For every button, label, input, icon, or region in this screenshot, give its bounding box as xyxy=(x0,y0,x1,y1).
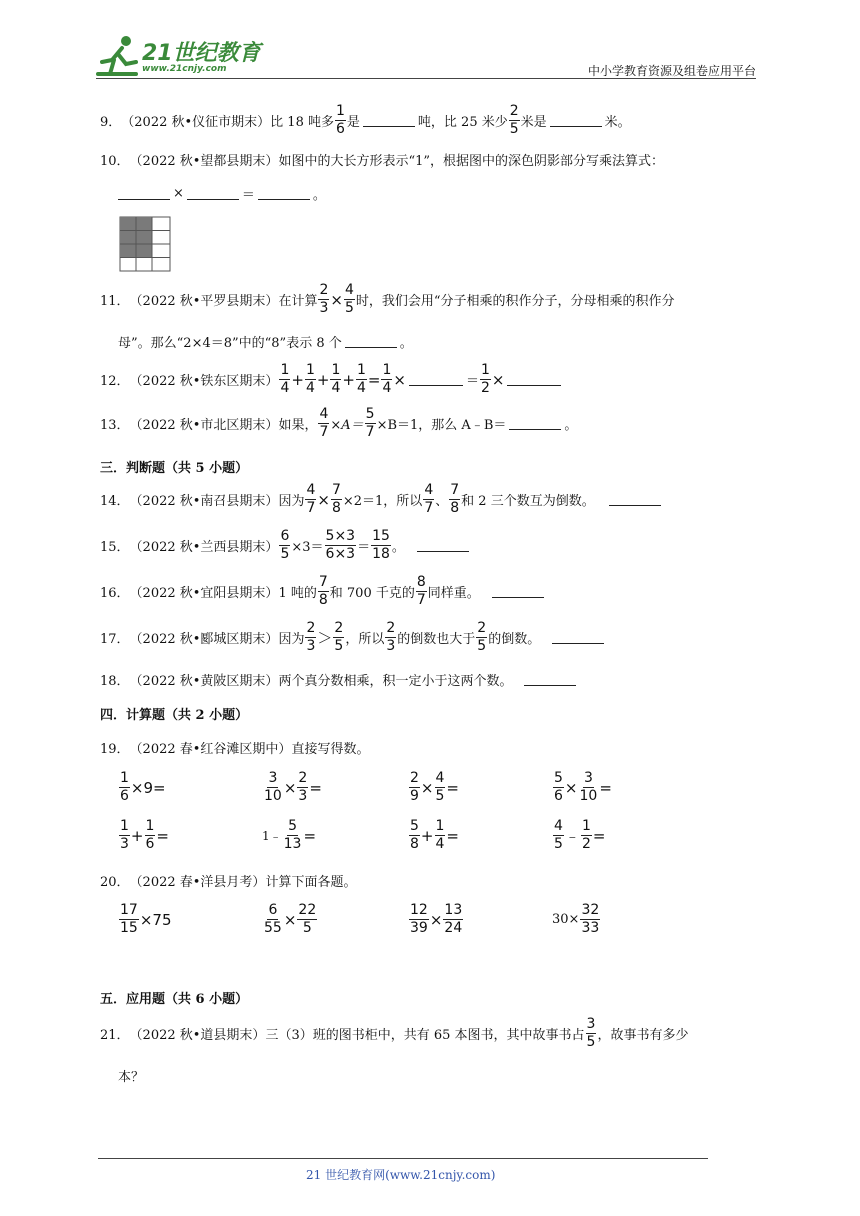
math-text: + xyxy=(420,826,434,845)
answer-blank[interactable] xyxy=(363,114,415,127)
fraction xyxy=(356,362,367,397)
numerator: 1 xyxy=(382,362,392,378)
numerator: 7 xyxy=(450,482,460,498)
question-15: 15． （2022 秋•兰西县期末） $\frac{6}{5}$ ×3＝ $\frac{5\times 3}{6\times 3}$ ＝ $\frac{15}{18}$ 。 xyxy=(100,528,472,563)
math-text: 9 xyxy=(143,778,154,797)
numerator: 4 xyxy=(424,482,434,498)
answer-blank[interactable] xyxy=(552,631,604,644)
denominator: 4 xyxy=(382,380,392,396)
math-text: = xyxy=(599,778,612,797)
fraction xyxy=(305,482,316,517)
fraction xyxy=(586,1016,597,1051)
fraction xyxy=(476,620,487,655)
fraction xyxy=(365,406,376,441)
denominator: 7 xyxy=(306,500,316,516)
math-text xyxy=(581,818,592,853)
numerator: 4 xyxy=(554,818,563,834)
numerator: 2 xyxy=(410,770,419,786)
question-16: 16． （2022 秋•宜阳县期末） 1 吨的 $\frac{7}{8}$ 和 700 千克的 $\frac{8}{7}$ 同样重。 xyxy=(100,574,547,609)
answer-blank[interactable] xyxy=(509,417,561,430)
numerator: 4 xyxy=(306,482,316,498)
fraction xyxy=(318,574,329,609)
footer-divider xyxy=(98,1158,708,1159)
question-17: 17． （2022 秋•郾城区期末） 因为 $\frac{2}{3}$ ＞ $\frac{2}{5}$ ，所以 $\frac{2}{3}$ 的倒数也大于 $\frac{2}{5}$ 的倒数。 xyxy=(100,620,607,655)
denominator: 6 xyxy=(335,121,345,137)
question-10-answer: × ＝ 。 xyxy=(118,184,326,203)
answer-blank[interactable] xyxy=(187,187,239,200)
numerator: 2 xyxy=(509,103,519,119)
numerator: 1 xyxy=(581,818,591,834)
shaded-rectangle-diagram xyxy=(119,216,171,272)
numerator: 7 xyxy=(318,574,328,590)
math-text: = xyxy=(153,778,166,797)
math-text xyxy=(553,818,564,853)
logo-text: 21世纪教育 xyxy=(142,41,261,66)
numerator: 1 xyxy=(480,362,490,378)
denominator: 5 xyxy=(302,920,312,936)
denominator: 6 xyxy=(120,788,129,804)
runner-logo-icon xyxy=(96,34,142,78)
fraction xyxy=(318,406,329,441)
math-text: × xyxy=(564,778,578,797)
math-text xyxy=(119,818,130,853)
denominator: 10 xyxy=(264,788,282,804)
math-text xyxy=(579,770,599,805)
denominator: 5 xyxy=(435,788,445,804)
fraction xyxy=(279,362,290,397)
answer-blank[interactable] xyxy=(550,114,602,127)
fraction xyxy=(385,620,396,655)
calc-item xyxy=(118,818,169,853)
math-text: × xyxy=(139,910,153,929)
question-11-cont: 母”。那么“2×4＝8”中的“8”表示 8 个 。 xyxy=(118,336,413,351)
numerator: 2 xyxy=(386,620,396,636)
numerator: 5 xyxy=(554,770,563,786)
answer-blank[interactable] xyxy=(258,187,310,200)
math-text: × xyxy=(283,778,297,797)
denominator: 2 xyxy=(581,836,591,852)
math-text xyxy=(435,770,446,805)
numerator: 7 xyxy=(331,482,341,498)
numerator: 1 xyxy=(331,362,341,378)
numerator: 6 xyxy=(268,902,278,918)
math-text xyxy=(297,770,308,805)
denominator: 3 xyxy=(319,300,329,316)
numerator: 32 xyxy=(581,902,600,918)
math-text xyxy=(435,818,446,853)
math-text xyxy=(409,770,420,805)
platform-name: 中小学教育资源及组卷应用平台 xyxy=(587,64,756,78)
denominator: 5 xyxy=(509,121,519,137)
denominator: 5 xyxy=(554,836,563,852)
math-text: = xyxy=(446,826,459,845)
denominator: 24 xyxy=(444,920,463,936)
denominator: 4 xyxy=(305,380,315,396)
numerator: 1 xyxy=(145,818,155,834)
denominator: 13 xyxy=(283,836,302,852)
math-text: = xyxy=(156,826,169,845)
math-text: = xyxy=(303,826,317,845)
question-21-cont: 本？ xyxy=(118,1070,145,1085)
numerator: 3 xyxy=(268,770,278,786)
fraction xyxy=(344,282,355,317)
numerator: 2 xyxy=(306,620,316,636)
math-text xyxy=(263,902,283,937)
math-text xyxy=(145,818,156,853)
math-text xyxy=(553,770,564,805)
numerator: 2 xyxy=(319,282,329,298)
math-text: + xyxy=(130,826,144,845)
fraction xyxy=(305,620,316,655)
numerator: 5×3 xyxy=(325,528,356,544)
question-9: 9． （2022 秋•仪征市期末） 比 18 吨多 $\frac{1}{6}$ 是 吨，比 25 米少 $\frac{2}{5}$ 米是 米。 xyxy=(100,103,631,137)
denominator: 5 xyxy=(280,546,290,562)
section-heading: 五．应用题（共 6 小题） xyxy=(100,992,249,1007)
answer-blank[interactable] xyxy=(409,373,463,386)
logo-url: www.21cnjy.com xyxy=(142,64,227,74)
denominator: 3 xyxy=(298,788,308,804)
denominator: 4 xyxy=(435,836,445,852)
calc-item xyxy=(552,818,605,853)
fraction xyxy=(381,362,392,397)
denominator: 55 xyxy=(264,920,282,936)
fraction xyxy=(449,482,460,517)
question-11: 11． （2022 秋•平罗县期末） 在计算 $\frac{2}{3}$ × $\frac{4}{5}$ 时，我们会用“分子相乘的积作分子，分母相乘的积作分 xyxy=(100,282,675,316)
numerator: 1 xyxy=(280,362,290,378)
calc-item xyxy=(262,818,316,853)
question-21: 21． （2022 秋•道县期末） 三（3）班的图书柜中，共有 65 本图书，其中故事书占 $\frac{3}{5}$ ，故事书有多少 xyxy=(100,1016,689,1050)
answer-blank[interactable] xyxy=(118,187,170,200)
question-14: 14． （2022 秋•南召县期末） 因为 $\frac{4}{7}$ × $\frac{7}{8}$ ×2＝1，所以 $\frac{4}{7}$ 、 $\frac{7}{8}$ 和 2 三个数互为倒数。 xyxy=(100,482,664,517)
answer-blank[interactable] xyxy=(417,539,469,552)
math-text xyxy=(409,902,429,937)
fraction xyxy=(416,574,427,609)
math-text: 30× xyxy=(552,912,580,927)
denominator: 3 xyxy=(120,836,129,852)
question-13: 13． （2022 秋•市北区期末） 如果， $\frac{4}{7}$ ×A＝ $\frac{5}{7}$ ×B＝1，那么 A﹣B＝ 。 xyxy=(100,406,578,440)
fraction xyxy=(279,528,290,563)
fraction xyxy=(305,362,316,397)
numerator: 3 xyxy=(586,1016,596,1032)
denominator: 3 xyxy=(386,638,396,654)
numerator: 8 xyxy=(416,574,426,590)
denominator: 5 xyxy=(344,300,354,316)
fraction xyxy=(333,620,344,655)
denominator: 39 xyxy=(410,920,428,936)
footer-text[interactable]: 21 世纪教育网(www.21cnjy.com) xyxy=(306,1168,496,1182)
calc-item xyxy=(262,902,318,937)
denominator: 5 xyxy=(477,638,487,654)
logo xyxy=(96,34,266,78)
numerator: 17 xyxy=(120,902,138,918)
denominator: 5 xyxy=(334,638,344,654)
denominator: 7 xyxy=(365,424,375,440)
math-text: × xyxy=(429,910,443,929)
math-text xyxy=(443,902,463,937)
denominator: 8 xyxy=(318,592,328,608)
math-text: 75 xyxy=(152,910,172,929)
question-19: 19． （2022 春•红谷滩区期中） 直接写得数。 xyxy=(100,742,370,757)
fraction xyxy=(371,528,391,563)
math-text xyxy=(283,818,303,853)
fraction xyxy=(423,482,434,517)
math-text: 1﹣ xyxy=(262,829,282,843)
numerator: 4 xyxy=(344,282,354,298)
numerator: 5 xyxy=(288,818,298,834)
math-text xyxy=(119,770,130,805)
math-text xyxy=(409,818,420,853)
math-text: × xyxy=(283,910,297,929)
math-text: = xyxy=(446,778,459,797)
numerator: 2 xyxy=(298,770,308,786)
numerator: 4 xyxy=(435,770,445,786)
fraction xyxy=(331,482,342,517)
math-text xyxy=(297,902,317,937)
calc-item xyxy=(552,902,601,937)
denominator: 5 xyxy=(586,1034,596,1050)
math-text: ﹣ xyxy=(564,827,580,845)
numerator: 6 xyxy=(280,528,290,544)
fraction xyxy=(330,362,341,397)
question-18: 18． （2022 秋•黄陂区期末） 两个真分数相乘，积一定小于这两个数。 xyxy=(100,670,579,689)
calc-item xyxy=(408,818,459,853)
header-divider xyxy=(96,78,756,79)
denominator: 15 xyxy=(120,920,138,936)
answer-blank[interactable] xyxy=(345,335,397,348)
math-text: = xyxy=(592,826,606,845)
numerator: 4 xyxy=(319,406,329,422)
fraction xyxy=(318,282,329,317)
math-text xyxy=(580,902,600,937)
numerator: 1 xyxy=(435,818,445,834)
fraction xyxy=(480,362,491,397)
denominator: 10 xyxy=(579,788,598,804)
numerator: 13 xyxy=(444,902,463,918)
answer-blank[interactable] xyxy=(609,493,661,506)
denominator: 8 xyxy=(410,836,419,852)
denominator: 7 xyxy=(416,592,426,608)
numerator: 22 xyxy=(298,902,317,918)
numerator: 2 xyxy=(477,620,487,636)
calc-item xyxy=(552,770,612,805)
math-text xyxy=(119,902,139,937)
denominator: 7 xyxy=(319,424,329,440)
calc-item xyxy=(408,770,459,805)
numerator: 1 xyxy=(120,818,129,834)
numerator: 3 xyxy=(583,770,593,786)
denominator: 8 xyxy=(331,500,341,516)
question-12: 12． （2022 秋•铁东区期末） $\frac{1}{4}$ + $\frac{1}{4}$ + $\frac{1}{4}$ + $\frac{1}{4}$ = $\frac{1}{4}$ × ＝ $\frac{1}{2}$ × xyxy=(100,362,564,397)
calc-item xyxy=(118,770,166,805)
answer-blank[interactable] xyxy=(524,673,576,686)
denominator: 8 xyxy=(450,500,460,516)
section-heading: 三．判断题（共 5 小题） xyxy=(100,461,249,476)
calc-item xyxy=(262,770,322,805)
numerator: 1 xyxy=(120,770,129,786)
math-text: × xyxy=(420,778,434,797)
numerator: 1 xyxy=(356,362,366,378)
denominator: 6 xyxy=(145,836,155,852)
question-20: 20． （2022 春•洋县月考） 计算下面各题。 xyxy=(100,875,357,890)
section-heading: 四．计算题（共 2 小题） xyxy=(100,708,249,723)
numerator: 2 xyxy=(334,620,344,636)
denominator: 7 xyxy=(424,500,434,516)
numerator: 1 xyxy=(305,362,315,378)
fraction xyxy=(509,103,520,138)
denominator: 18 xyxy=(372,546,390,562)
question-10: 10． （2022 秋•望都县期末） 如图中的大长方形表示“1”，根据图中的深色阴影部分写乘法算式： xyxy=(100,154,665,169)
fraction xyxy=(325,528,357,563)
math-text xyxy=(263,770,283,805)
answer-blank[interactable] xyxy=(492,585,544,598)
denominator: 6×3 xyxy=(325,546,356,562)
numerator: 15 xyxy=(372,528,390,544)
math-text: = xyxy=(309,778,322,797)
denominator: 4 xyxy=(356,380,366,396)
denominator: 3 xyxy=(306,638,316,654)
denominator: 33 xyxy=(581,920,600,936)
fraction xyxy=(335,103,346,138)
denominator: 4 xyxy=(331,380,341,396)
numerator: 5 xyxy=(365,406,375,422)
math-text: × xyxy=(130,778,144,797)
calc-item xyxy=(408,902,464,937)
denominator: 9 xyxy=(410,788,419,804)
numerator: 12 xyxy=(410,902,428,918)
numerator: 5 xyxy=(410,818,419,834)
numerator: 1 xyxy=(335,103,345,119)
denominator: 6 xyxy=(554,788,563,804)
denominator: 4 xyxy=(280,380,290,396)
calc-item xyxy=(118,902,172,937)
answer-blank[interactable] xyxy=(507,373,561,386)
denominator: 2 xyxy=(480,380,490,396)
